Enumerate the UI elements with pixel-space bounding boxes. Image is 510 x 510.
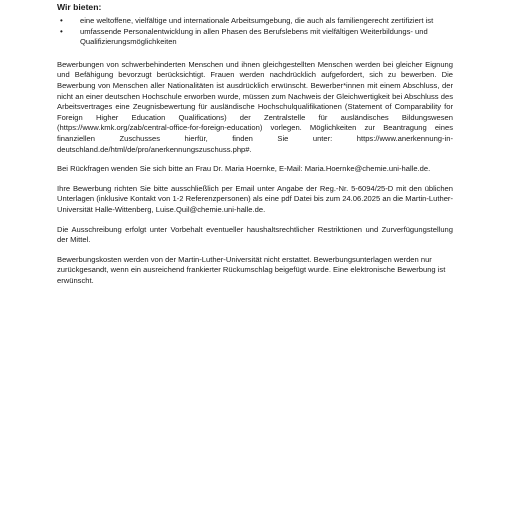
offers-list <box>57 16 453 48</box>
reservation-paragraph: Die Ausschreibung erfolgt unter Vorbehalt eventueller haushaltsrechtlicher Restriktionen und Zurverfügungstellung der Mittel. <box>57 224 453 245</box>
costs-paragraph: Bewerbungskosten werden von der Martin-Luther-Universität nicht erstattet. Bewerbungsunterlagen werden nur zurückgesandt, wenn ein ausreichend frankierter Rückumschlag beigefügt wurde. Eine elektronische Bewerbung ist erwünscht. <box>57 254 446 285</box>
offers-heading: Wir bieten: <box>57 2 102 12</box>
contact-paragraph: Bei Rückfragen wenden Sie sich bitte an Frau Dr. Maria Hoernke, E-Mail: Maria.Hoernke@chemie.uni-halle.de. <box>57 164 431 174</box>
offer-item: • umfassende Personalentwicklung in allen Phasen des Berufslebens mit vielfältigen Weiterbildungs- und Qualifizierungsmöglichkeiten <box>80 27 453 48</box>
offer-item: • eine weltoffene, vielfältige und internationale Arbeitsumgebung, die auch als familiengerecht zertifiziert ist <box>80 16 453 27</box>
equality-paragraph: Bewerbungen von schwerbehinderten Menschen und ihnen gleichgestellten Menschen werden bei gleicher Eignung und Befähigung bevorzugt berücksichtigt. Frauen werden nachdrücklich aufgefordert, sich zu bewerben. Die Bewerbung von Menschen aller Nationalitäten ist ausdrücklich erwünscht. Bewerber*innen mit einem Abschluss, der nicht an einer deutschen Hochschule erworben wurde, müssen zum Nachweis der Gleichwertigkeit bei Abschluss des Arbeitsvertrages eine Zeugnisbewertung für ausländische Hochschulqualifikationen (Statement of Comparability for Foreign Higher Education Qualifications) der Zentralstelle für ausländisches Bildungswesen (https://www.kmk.org/zab/central-office-for-foreign-education) vorlegen. Möglichkeiten zur Beantragung eines finanziellen Zuschusses hierfür, finden Sie unter: https://www.anerkennung-in-deutschland.de/html/de/pro/anerkennungszuschuss.php#. <box>57 59 453 154</box>
application-paragraph: Ihre Bewerbung richten Sie bitte ausschließlich per Email unter Angabe der Reg.-Nr. 5-6094/25-D mit den üblichen Unterlagen (inklusive Kontakt von 1-2 Referenzpersonen) als eine pdf Datei bis zum 24.06.2025 an die Martin-Luther-Universität Halle-Wittenberg, Luise.Quil@chemie.uni-halle.de. <box>57 183 453 214</box>
